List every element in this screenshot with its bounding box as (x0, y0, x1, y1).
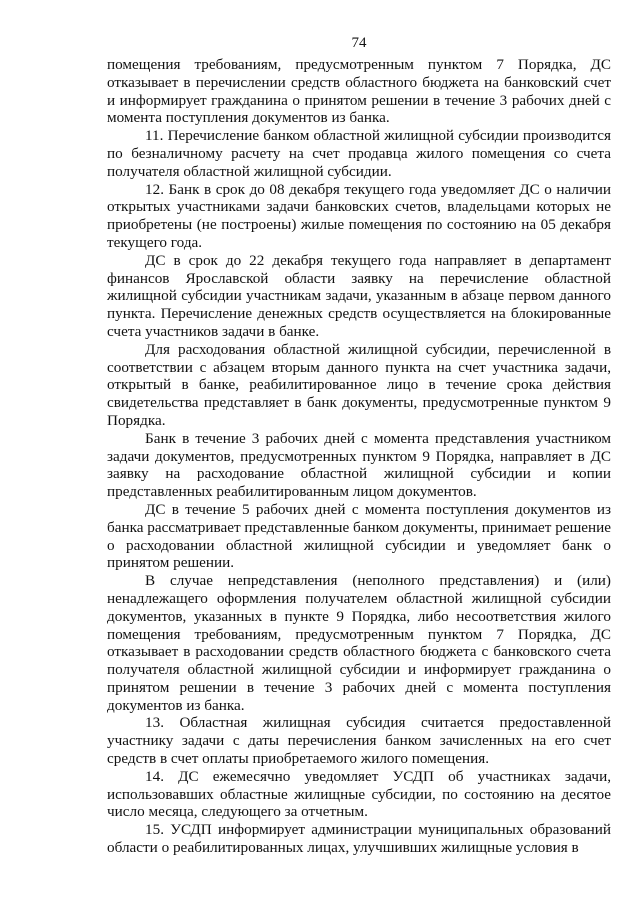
paragraph-item-12-refusal: В случае непредставления (неполного представления) и (или) ненадлежащего оформления получателем областной жилищной субсидии документов, указанных в пункте 9 Порядка, либо несоответствия жилого помещения требованиям, предусмотренным пунктом 7 Порядка, ДС отказывает в расходовании средств областного бюджета с банковского счета получателя областной жилищной субсидии и информирует гражданина о принятом решении в течение 3 рабочих дней с момента поступления документов из банка. (107, 572, 611, 714)
paragraph-item-12-spending: Для расходования областной жилищной субсидии, перечисленной в соответствии с абзацем вторым данного пункта на счет участника задачи, открытый в банке, реабилитированное лицо в течение срока действия свидетельства представляет в банк документы, предусмотренные пунктом 9 Порядка. (107, 340, 611, 429)
paragraph-item-13: 13. Областная жилищная субсидия считается предоставленной участнику задачи с даты перечисления банком зачисленных на его счет средств в счет оплаты приобретаемого жилого помещения. (107, 714, 611, 768)
document-page (107, 34, 611, 857)
paragraph-item-11: 11. Перечисление банком областной жилищной субсидии производится по безналичному расчету на счет продавца жилого помещения со счета получателя областной жилищной субсидии. (107, 127, 611, 180)
paragraph-item-12-ds-decision: ДС в течение 5 рабочих дней с момента поступления документов из банка рассматривает представленные банком документы, принимает решение о расходовании областной жилищной субсидии и уведомляет банк о принятом решении. (107, 500, 611, 572)
paragraph-continuation: помещения требованиям, предусмотренным пунктом 7 Порядка, ДС отказывает в перечислении средств областного бюджета на банковский счет и информирует гражданина о принятом решении в течение 3 рабочих дней с момента поступления документов из банка. (107, 56, 611, 127)
page-number: 74 (351, 35, 367, 51)
paragraph-item-12-bank-request: Банк в течение 3 рабочих дней с момента представления участником задачи документов, предусмотренных пунктом 9 Порядка, направляет в ДС заявку на расходование областной жилищной субсидии и копии представленных реабилитированным лицом документов. (107, 429, 611, 501)
paragraph-item-12-ds-application: ДС в срок до 22 декабря текущего года направляет в департамент финансов Ярославской области заявку на перечисление областной жилищной субсидии участникам задачи, указанным в абзаце первом данного пункта. Перечисление денежных средств осуществляется на блокированные счета участников задачи в банке. (107, 251, 611, 340)
paragraph-item-12: 12. Банк в срок до 08 декабря текущего года уведомляет ДС о наличии открытых участниками задачи банковских счетов, владельцами которых не приобретены (не построены) жилые помещения по состоянию на 05 декабря текущего года. (107, 180, 611, 251)
paragraph-item-15: 15. УСДП информирует администрации муниципальных образований области о реабилитированных лицах, улучшивших жилищные условия в (107, 821, 611, 857)
paragraph-item-14: 14. ДС ежемесячно уведомляет УСДП об участниках задачи, использовавших областные жилищные субсидии, по состоянию на десятое число месяца, следующего за отчетным. (107, 767, 611, 821)
document-body (107, 56, 611, 857)
